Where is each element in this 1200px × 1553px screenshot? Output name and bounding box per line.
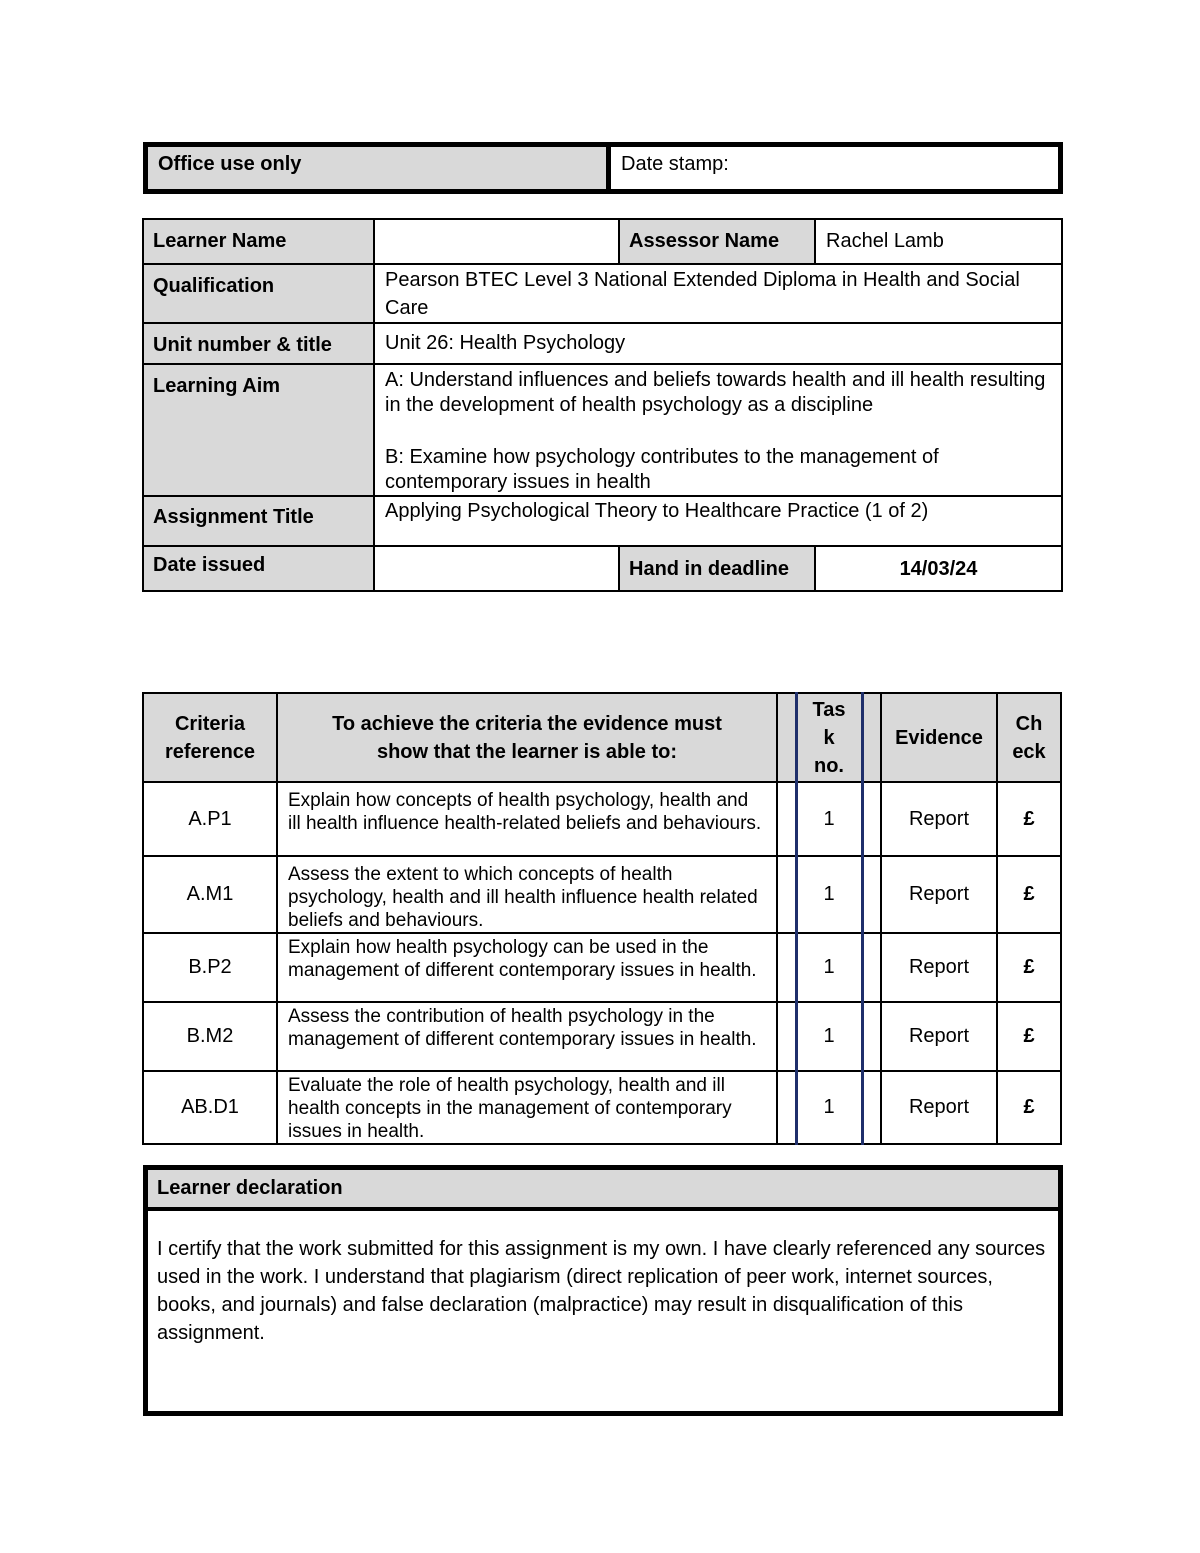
evidence-value: Report [881, 856, 997, 933]
evidence-value: Report [881, 782, 997, 856]
criteria-reference-header: Criteria reference [143, 693, 277, 782]
learner-name-field[interactable] [374, 219, 619, 264]
date-issued-field[interactable] [374, 546, 619, 591]
spacer-column [862, 782, 881, 856]
office-use-table [143, 142, 1063, 194]
check-box[interactable]: £ [997, 1071, 1061, 1144]
table-row [143, 856, 1061, 933]
criteria-ref: B.M2 [143, 1002, 277, 1071]
check-box[interactable]: £ [997, 782, 1061, 856]
task-number: 1 [796, 1002, 862, 1071]
table-row [143, 933, 1061, 1002]
spacer-column [777, 693, 796, 782]
evidence-value: Report [881, 1002, 997, 1071]
task-number: 1 [796, 856, 862, 933]
spacer-column [777, 782, 796, 856]
assessor-name-label: Assessor Name [619, 219, 815, 264]
spacer-column [777, 1002, 796, 1071]
office-use-label: Office use only [146, 145, 609, 192]
spacer-column [862, 856, 881, 933]
hand-in-deadline-label: Hand in deadline [619, 546, 815, 591]
spacer-column [777, 933, 796, 1002]
criteria-ref: B.P2 [143, 933, 277, 1002]
criteria-desc: Assess the extent to which concepts of health psychology, health and ill health influence health related beliefs and behaviours. [277, 856, 777, 933]
check-header: Ch eck [997, 693, 1061, 782]
learning-aim-label: Learning Aim [143, 364, 374, 496]
assessor-name-value[interactable]: Rachel Lamb [815, 219, 1062, 264]
qualification-value: Pearson BTEC Level 3 National Extended Diploma in Health and Social Care [374, 264, 1062, 323]
assignment-title-label: Assignment Title [143, 496, 374, 546]
criteria-ref: AB.D1 [143, 1071, 277, 1144]
hand-in-deadline-value: 14/03/24 [815, 546, 1062, 591]
spacer-column [862, 1002, 881, 1071]
task-number: 1 [796, 782, 862, 856]
evidence-header: Evidence [881, 693, 997, 782]
table-row [143, 1002, 1061, 1071]
learner-name-label: Learner Name [143, 219, 374, 264]
criteria-desc: Explain how concepts of health psychology, health and ill health influence health-related beliefs and behaviours. [277, 782, 777, 856]
date-stamp-field[interactable]: Date stamp: [621, 153, 729, 175]
learning-aim-a: A: Understand influences and beliefs towards health and ill health resulting in the development of health psychology as a discipline [385, 369, 1046, 416]
criteria-desc: Assess the contribution of health psychology in the management of different contemporary issues in health. [277, 1002, 777, 1071]
spacer-column [862, 693, 881, 782]
learner-declaration-table [143, 1165, 1063, 1416]
qualification-label: Qualification [143, 264, 374, 323]
task-number: 1 [796, 933, 862, 1002]
assignment-info-table [142, 218, 1063, 592]
criteria-table [142, 692, 1062, 1145]
task-number-header: Tas k no. [796, 693, 862, 782]
check-box[interactable]: £ [997, 1002, 1061, 1071]
spacer-column [777, 856, 796, 933]
spacer-column [862, 933, 881, 1002]
criteria-ref: A.M1 [143, 856, 277, 933]
learning-aim-b: B: Examine how psychology contributes to the management of contemporary issues in health [385, 446, 939, 493]
evidence-value: Report [881, 933, 997, 1002]
unit-value: Unit 26: Health Psychology [374, 323, 1062, 364]
criteria-desc: Evaluate the role of health psychology, health and ill health concepts in the management of contemporary issues in health. [277, 1071, 777, 1144]
assignment-title-value: Applying Psychological Theory to Healthcare Practice (1 of 2) [374, 496, 1062, 546]
spacer-column [777, 1071, 796, 1144]
evidence-value: Report [881, 1071, 997, 1144]
table-row [143, 782, 1061, 856]
check-box[interactable]: £ [997, 933, 1061, 1002]
date-issued-label: Date issued [143, 546, 374, 591]
criteria-description-header: To achieve the criteria the evidence must show that the learner is able to: [277, 693, 777, 782]
task-number: 1 [796, 1071, 862, 1144]
check-box[interactable]: £ [997, 856, 1061, 933]
unit-label: Unit number & title [143, 323, 374, 364]
table-row [143, 1071, 1061, 1144]
learner-declaration-title: Learner declaration [146, 1168, 1061, 1210]
learner-declaration-text: I certify that the work submitted for this assignment is my own. I have clearly referenced any sources used in the work. I understand that plagiarism (direct replication of peer work, internet sources, books, and journals) and false declaration (malpractice) may result in disqualification of this assignment. [157, 1238, 1046, 1344]
criteria-desc: Explain how health psychology can be used in the management of different contemporary issues in health. [277, 933, 777, 1002]
spacer-column [862, 1071, 881, 1144]
criteria-ref: A.P1 [143, 782, 277, 856]
learning-aim-value [374, 364, 1062, 496]
